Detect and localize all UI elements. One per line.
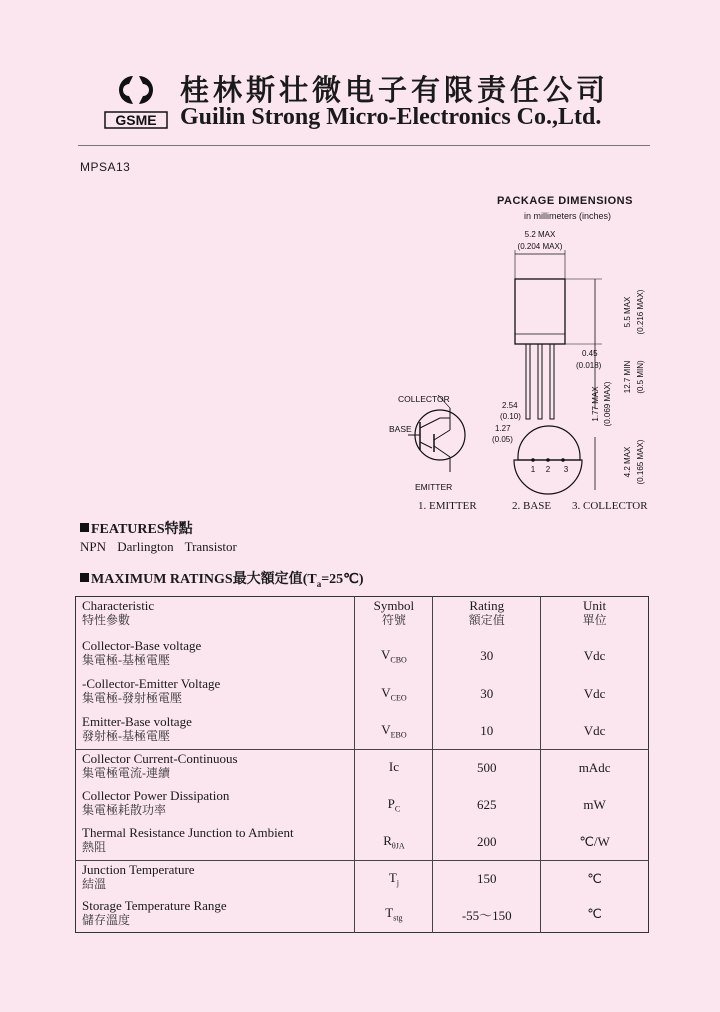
characteristic-en: Collector Power Dissipation [82,787,230,803]
row-rating: 10 [433,713,541,750]
row-characteristic [76,824,355,861]
dim-width-in: (0.204 MAX) [517,242,563,251]
characteristic-cn: 儲存溫度 [82,912,131,927]
row-symbol: $T_{stg}$ [355,897,433,933]
row-rating: 150 [433,861,541,897]
row-unit: Vdc [541,637,649,675]
ratings-condition-sub: a [316,578,322,589]
square-bullet-icon [80,523,89,532]
row-rating: 500 [433,750,541,787]
characteristic-en: Collector-Base voltage [82,637,202,653]
package-title: PACKAGE DIMENSIONS [497,195,633,207]
dim-height-mm: 5.5 MAX [623,296,632,328]
features-title-cn: 特點 [164,522,193,537]
dim-pitch2-in: (0.05) [492,435,513,444]
characteristic-en: Thermal Resistance Junction to Ambient [82,824,294,840]
ratings-condition: (T [302,572,317,587]
dim-lead-width-mm: 0.45 [582,349,598,358]
pin-number-1: 1 [530,465,536,474]
ratings-table [75,596,649,933]
row-symbol: $T_j$ [355,861,433,897]
dim-depth-mm: 4.2 MAX [623,446,632,478]
package-units: in millimeters (inches) [524,211,612,221]
header-divider [78,145,650,146]
row-characteristic [76,637,355,675]
company-name-en: Guilin Strong Micro-Electronics Co.,Ltd. [180,104,602,130]
characteristic-cn: 發射極-基極電壓 [82,728,170,743]
row-characteristic [76,787,355,824]
dim-lead-thickness-mm: 1.77 MAX [591,386,600,422]
characteristic-en: Collector Current-Continuous [82,751,238,766]
dim-pitch1-mm: 2.54 [502,401,518,410]
features-text: NPN Darlington Transistor [80,539,237,554]
pin-number-3: 3 [563,465,569,474]
table-row [76,750,649,787]
table-row [76,637,649,675]
company-name-cn: 桂林斯壮微电子有限责任公司 [180,75,610,107]
dim-lead-thickness-in: (0.069 MAX) [603,381,612,427]
row-unit: Vdc [541,675,649,713]
col-symbol: Symbol 符號 [355,597,433,637]
ratings-condition-suffix: =25℃) [321,572,364,587]
row-symbol: $P_C$ [355,787,433,824]
dim-pitch1-in: (0.10) [500,412,521,421]
characteristic-en: Storage Temperature Range [82,897,227,913]
row-rating: 30 [433,637,541,675]
logo-text: GSME [115,112,157,128]
table-row [76,787,649,824]
dim-depth-in: (0.165 MAX) [636,439,645,485]
row-unit: ℃ [541,861,649,897]
characteristic-en: -Collector-Emitter Voltage [82,675,221,691]
row-unit: ℃ [541,897,649,933]
table-row [76,861,649,897]
row-unit: mAdc [541,750,649,787]
table-header-row [76,597,649,637]
row-symbol: $R_{\theta JA}$ [355,824,433,861]
row-unit: ℃/W [541,824,649,861]
characteristic-cn: 集電極電流-連續 [82,766,170,780]
row-rating: 30 [433,675,541,713]
row-symbol: $V_{CBO}$ [355,637,433,675]
row-characteristic [76,861,355,897]
features-title: FEATURES [91,522,165,537]
pin-label-base: 2. BASE [512,500,552,512]
table-row [76,897,649,933]
symbol-base-label: BASE [389,424,412,434]
table-row [76,824,649,861]
row-characteristic [76,713,355,750]
row-characteristic [76,897,355,933]
row-characteristic [76,750,355,787]
ratings-heading [80,568,364,589]
pin-label-emitter: 1. EMITTER [418,500,477,512]
dim-height-in: (0.216 MAX) [636,289,645,335]
dim-lead-length-in: (0.5 MIN) [636,360,645,394]
characteristic-cn: 集電極-基極電壓 [82,652,170,667]
row-symbol: $V_{EBO}$ [355,713,433,750]
table-row [76,675,649,713]
row-rating: 625 [433,787,541,824]
ratings-title-cn: 最大額定值 [232,572,303,587]
features-heading [80,518,193,538]
ratings-title: MAXIMUM RATINGS [91,572,233,587]
table-row [76,713,649,750]
package-drawing [380,222,660,512]
row-unit: Vdc [541,713,649,750]
pin-label-collector: 3. COLLECTOR [572,500,648,512]
symbol-collector-label: COLLECTOR [398,394,450,404]
row-characteristic [76,675,355,713]
characteristic-cn: 熱阻 [82,839,107,854]
row-unit: mW [541,787,649,824]
col-unit: Unit 單位 [541,597,649,637]
row-symbol: Ic [355,750,433,787]
characteristic-cn: 集電極-發射極電壓 [82,690,182,705]
characteristic-en: Junction Temperature [82,862,195,877]
row-symbol: $V_{CEO}$ [355,675,433,713]
col-rating: Rating 額定值 [433,597,541,637]
dim-width-mm: 5.2 MAX [524,230,556,239]
dim-pitch2-mm: 1.27 [495,424,511,433]
square-bullet-icon [80,573,89,582]
row-rating: 200 [433,824,541,861]
characteristic-en: Emitter-Base voltage [82,713,192,729]
row-rating: -55～150 [433,897,541,933]
col-characteristic: Characteristic 特性參數 [82,598,155,627]
dim-lead-length-mm: 12.7 MIN [623,360,632,394]
characteristic-cn: 結溫 [82,877,107,891]
symbol-emitter-label: EMITTER [415,482,453,492]
company-logo [103,68,169,130]
pin-number-2: 2 [545,465,551,474]
characteristic-cn: 集電極耗散功率 [82,802,167,817]
part-number: MPSA13 [80,160,131,174]
dim-lead-width-in: (0.018) [576,361,602,370]
